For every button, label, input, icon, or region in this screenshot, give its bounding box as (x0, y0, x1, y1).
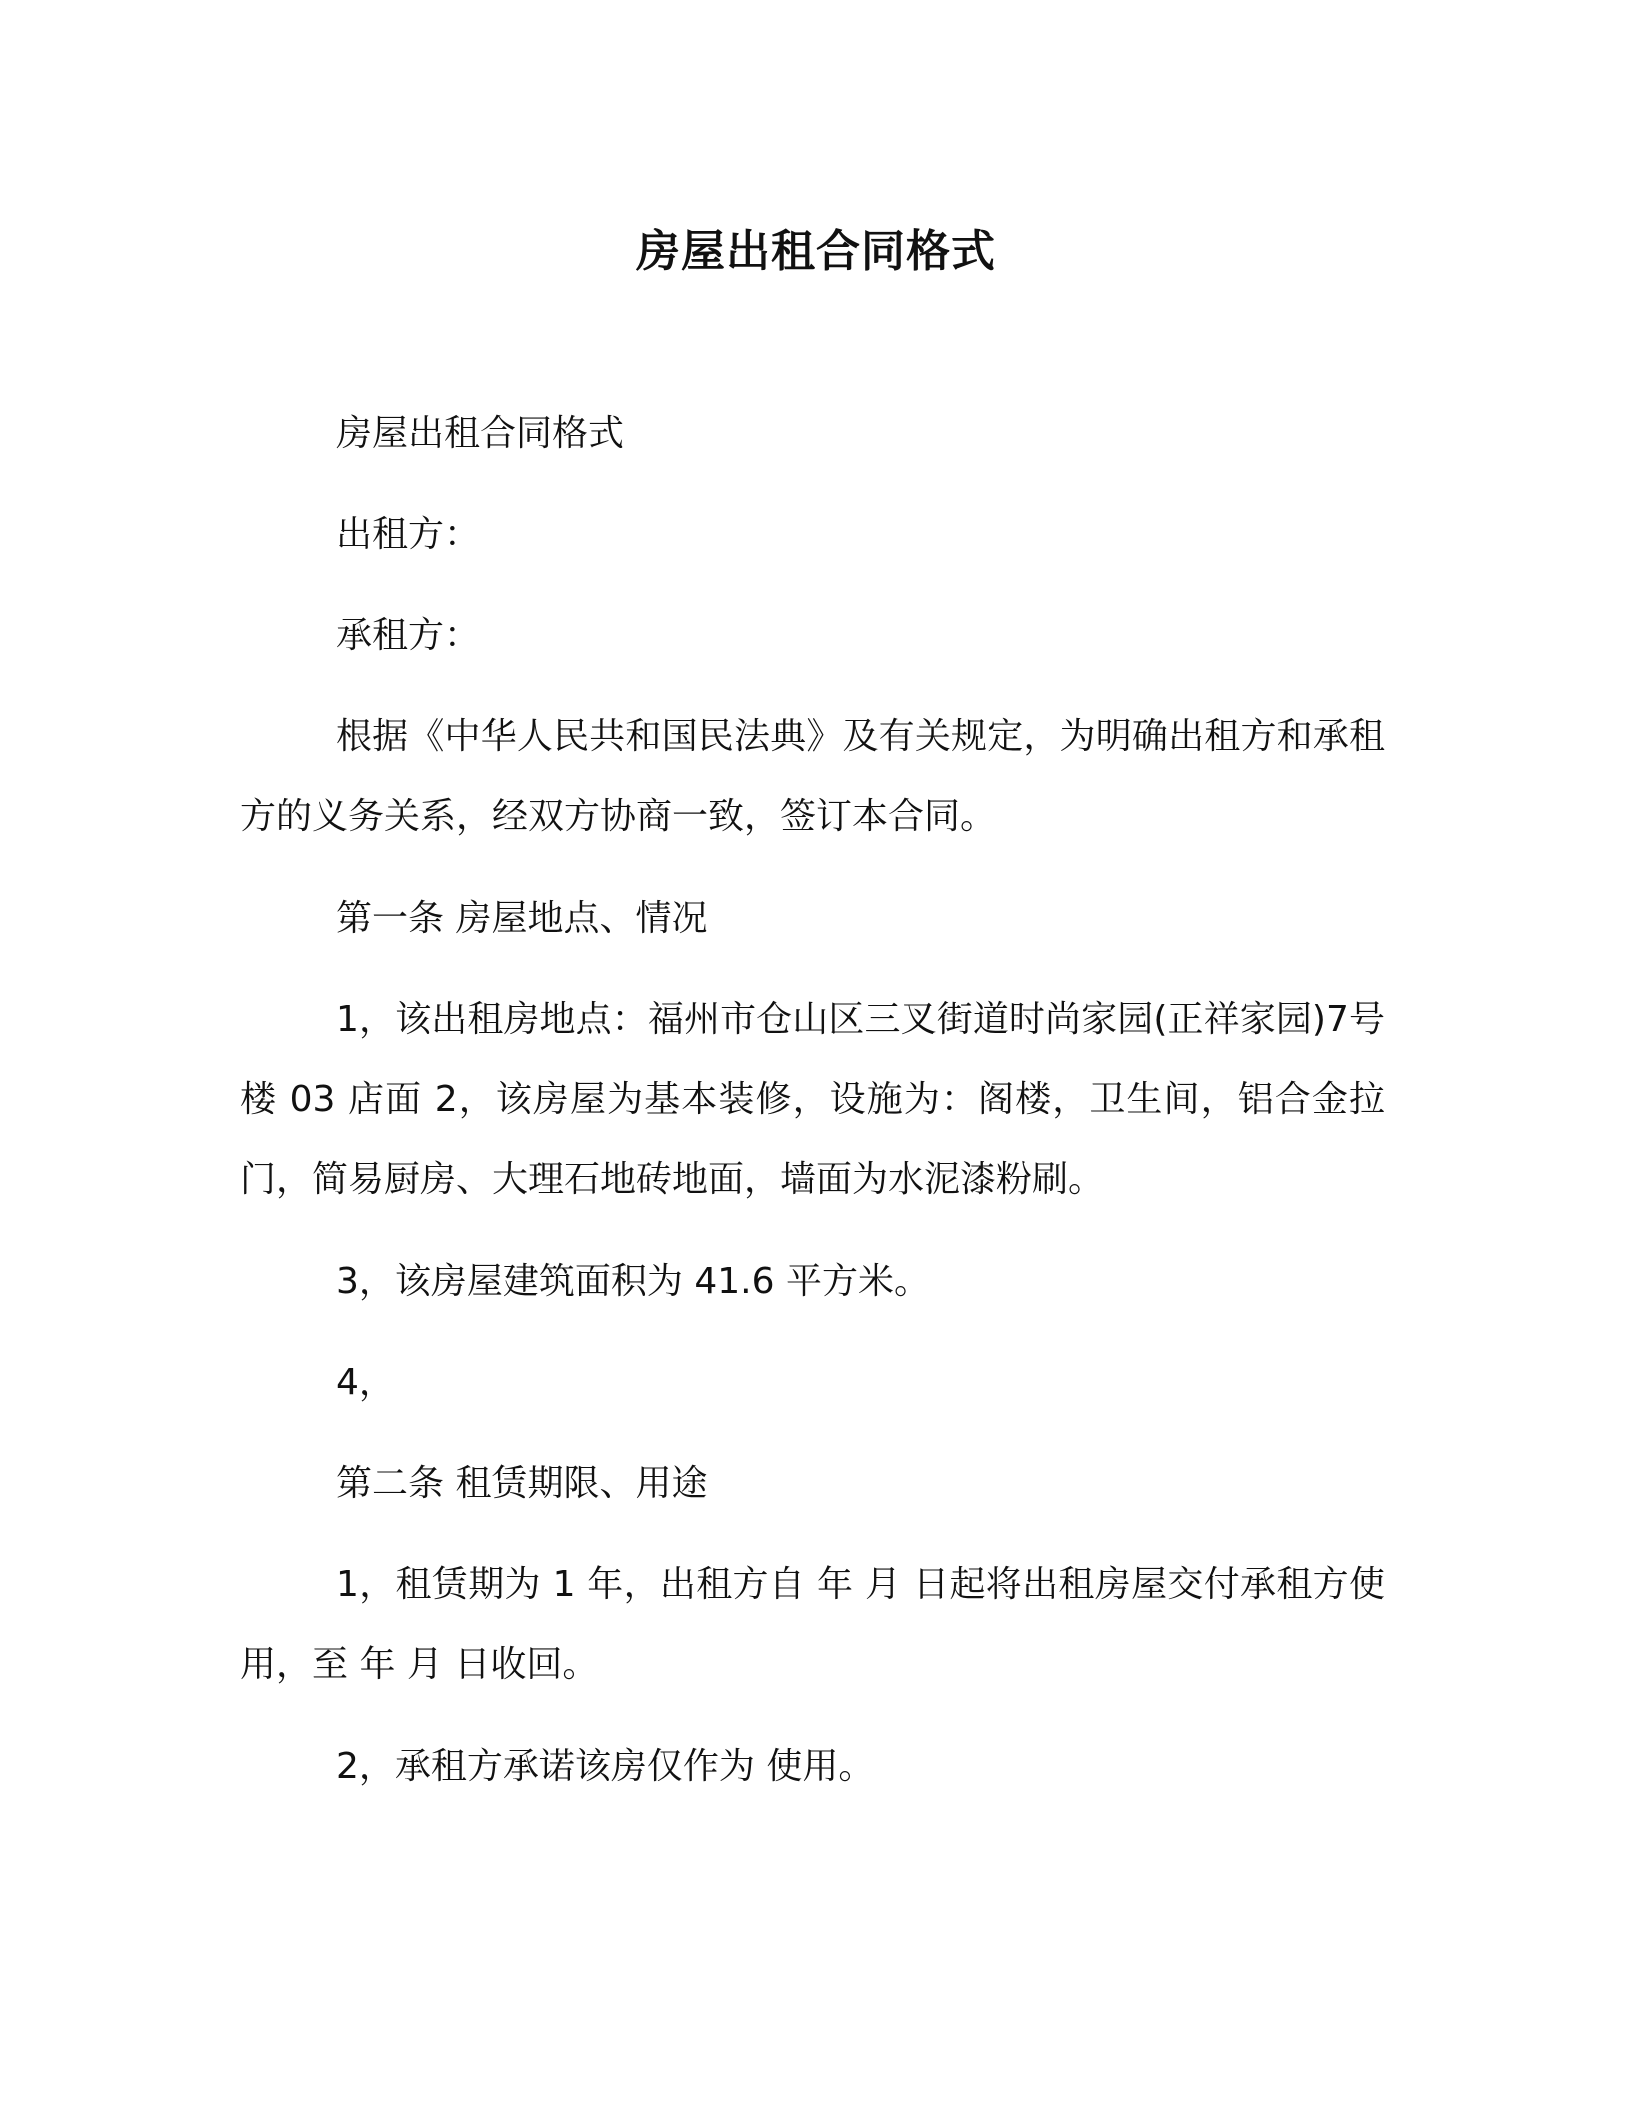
paragraph-article-2-title: 第二条 租赁期限、用途 (336, 1463, 708, 1504)
paragraph-lessor: 出租方： (336, 514, 481, 555)
paragraph-heading: 房屋出租合同格式 (336, 413, 625, 454)
paragraph-article-1-item-3: 3，该房屋建筑面积为 41.6 平方米。 (336, 1261, 930, 1302)
paragraph-article-2-item-1: 1，租赁期为 1 年，出租方自 年 月 日起将出租房屋交付承租方使用，至 年 月 日收回。 (240, 1564, 1385, 1685)
paragraph-article-2-item-2: 2，承租方承诺该房仅作为 使用。 (336, 1746, 875, 1787)
paragraph-preamble: 根据《中华人民共和国民法典》及有关规定，为明确出租方和承租方的义务关系，经双方协商一致，签订本合同。 (240, 716, 1385, 837)
document-body (240, 394, 1385, 1828)
paragraph-article-1-item-1: 1，该出租房地点：福州市仓山区三叉街道时尚家园(正祥家园)7号楼 03 店面 2，该房屋为基本装修，设施为：阁楼，卫生间，铝合金拉门，简易厨房、大理石地砖地面，墙面为水泥漆粉刷。 (240, 999, 1385, 1200)
paragraph-article-1-title: 第一条 房屋地点、情况 (336, 898, 708, 939)
paragraph-article-1-item-4: 4， (336, 1362, 395, 1403)
document-title: 房屋出租合同格式 (636, 226, 996, 277)
paragraph-lessee: 承租方： (336, 615, 481, 656)
